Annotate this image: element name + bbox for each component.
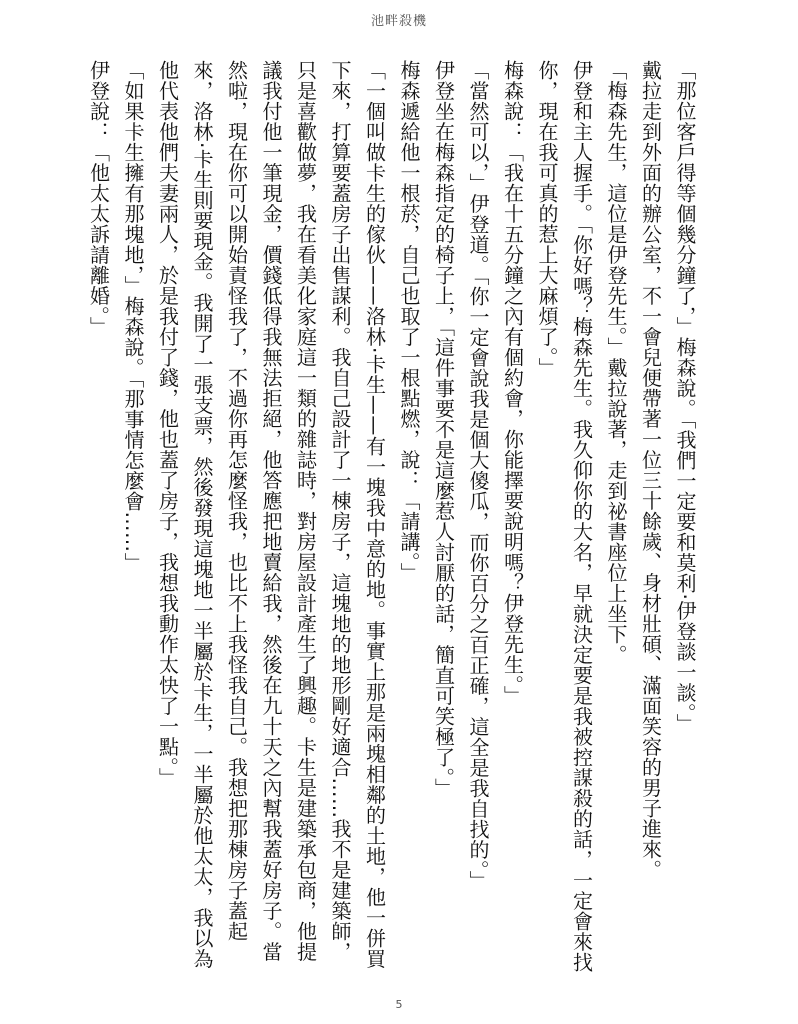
paragraph: 戴拉走到外面的辦公室，不一會兒便帶著一位三十餘歲、身材壯碩、滿面笑容的男子進來。 <box>638 60 663 880</box>
paragraph: 「當然可以，」伊登道。「你一定會說我是個大傻瓜，而你百分之百正確，這全是我自找的。」 <box>466 60 490 891</box>
page-number: 5 <box>395 998 403 1011</box>
vertical-text-body <box>82 60 702 980</box>
paragraph: 「如果卡生擁有那塊地，」梅森說。「那事情怎麼會……」 <box>121 60 145 573</box>
paragraph: 「梅森先生，這位是伊登先生。」戴拉說著，走到祕書座位上坐下。 <box>604 60 628 665</box>
paragraph: 「那位客戶得等個幾分鐘了，」梅森說。「我們一定要和莫利‧伊登談一談。」 <box>673 60 697 734</box>
running-header: 池畔殺機 <box>370 14 427 29</box>
paragraph: 伊登說：「他太太訴請離婚。」 <box>86 60 111 337</box>
paragraph: 伊登坐在梅森指定的椅子上，「這件事要不是這麼惹人討厭的話，簡直可笑極了。」 <box>431 60 456 799</box>
paragraph: 「一個叫做卡生的傢伙——洛林‧卡生——有一塊我中意的地。事實上那是兩塊相鄰的土地，他一併買下來，打算要蓋房子出售謀利。我自己設計了一棟房子，這塊地的地形剛好適合……我不是建築師，只是喜歡做夢，我在看美化家庭這一類的雜誌時，對房屋設計產生了興趣。卡生是建築承包商，他提議我付他一筆現金，價錢低得我無法拒絕，他答應把地賣給我，然後在九十天之內幫我蓋好房子。當然啦，現在你可以開始責怪我了，不過你再怎麼怪我，也比不上我怪我自己。我想把那棟房子蓋起來，洛林‧卡生則要現金。我開了一張支票，然後發現這塊地一半屬於卡生，一半屬於他太太，我以為他代表他們夫妻兩人，於是我付了錢，他也蓋了房子，我想我動作太快了一點。」 <box>155 60 387 969</box>
paragraph: 伊登和主人握手。「你好嗎？梅森先生。我久仰你的大名，早就決定要是我被控謀殺的話，一定會來找你，現在我可真的惹上大麻煩了。」 <box>535 60 594 973</box>
paragraph: 梅森遞給他一根菸，自己也取了一根點燃，說：「請講。」 <box>397 60 421 583</box>
paragraph: 梅森說：「我在十五分鐘之內有個約會，你能擇要說明嗎？伊登先生。」 <box>500 60 525 706</box>
